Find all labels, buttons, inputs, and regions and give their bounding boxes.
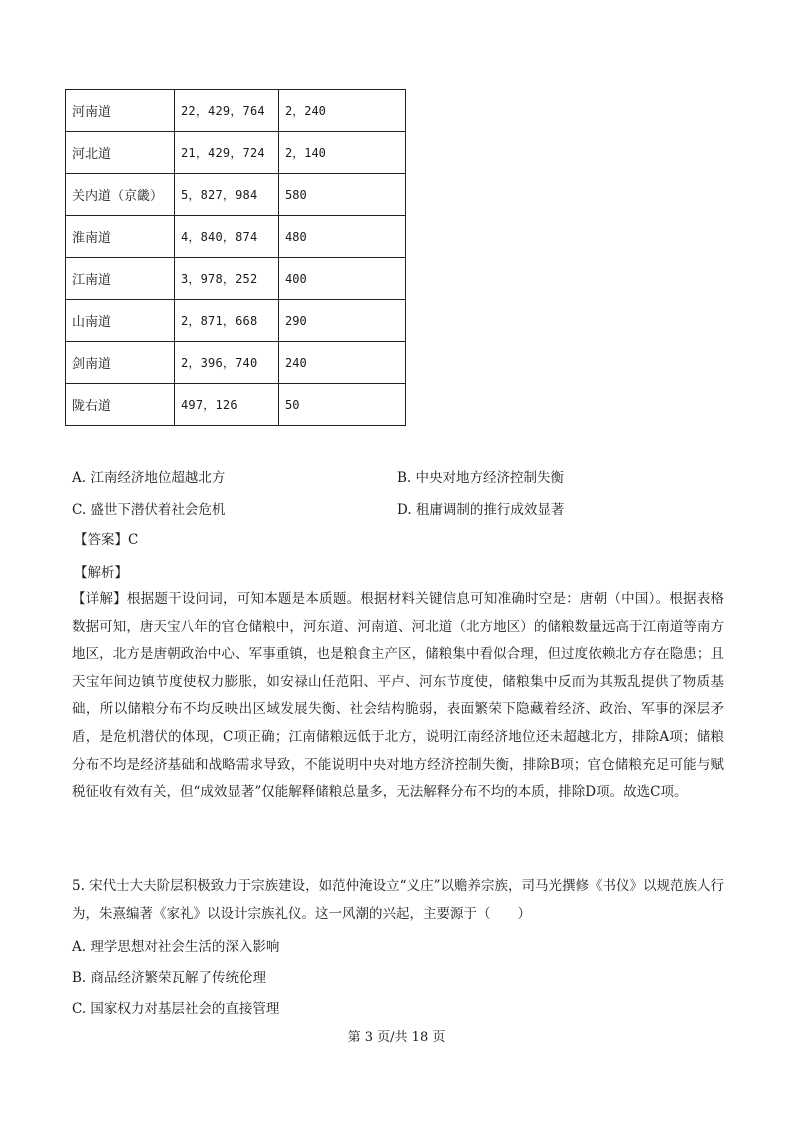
grain-amount-cell: 22，429，764 [175, 90, 279, 132]
analysis-label: 【解析】 [74, 565, 128, 581]
option-b: B. 中央对地方经济控制失衡 [397, 470, 565, 486]
question-5-option-b: B. 商品经济繁荣瓦解了传统伦理 [72, 970, 267, 986]
value-cell: 50 [279, 384, 406, 426]
table-row [66, 174, 406, 216]
table-row [66, 90, 406, 132]
table-row [66, 216, 406, 258]
answer-line: 【答案】C [74, 532, 139, 548]
value-cell: 580 [279, 174, 406, 216]
grain-amount-cell: 2，396，740 [175, 342, 279, 384]
region-cell: 河北道 [66, 132, 175, 174]
page-footer: 第 3 页/共 18 页 [347, 1030, 446, 1045]
question-5-stem: 5. 宋代士大夫阶层积极致力于宗族建设，如范仲淹设立“义庄”以赡养宗族，司马光撰修《书仪》以规范族人行为，朱熹编著《家礼》以设计宗族礼仪。这一风潮的兴起，主要源于（ ） [72, 878, 724, 922]
region-cell: 山南道 [66, 300, 175, 342]
value-cell: 240 [279, 342, 406, 384]
grain-amount-cell: 5，827，984 [175, 174, 279, 216]
value-cell: 290 [279, 300, 406, 342]
grain-amount-cell: 21，429，724 [175, 132, 279, 174]
grain-table-body [66, 90, 406, 426]
table-row [66, 132, 406, 174]
value-cell: 2，240 [279, 90, 406, 132]
grain-amount-cell: 2，871，668 [175, 300, 279, 342]
value-cell: 480 [279, 216, 406, 258]
region-cell: 陇右道 [66, 384, 175, 426]
grain-storage-table [65, 89, 406, 426]
question-5-option-c: C. 国家权力对基层社会的直接管理 [72, 1001, 280, 1017]
table-row [66, 300, 406, 342]
table-row [66, 384, 406, 426]
region-cell: 河南道 [66, 90, 175, 132]
table-row [66, 342, 406, 384]
option-d: D. 租庸调制的推行成效显著 [397, 502, 565, 518]
detailed-explanation: 【详解】根据题干设问词，可知本题是本质题。根据材料关键信息可知准确时空是：唐朝（中国）。根据表格数据可知，唐天宝八年的官仓储粮中，河东道、河南道、河北道（北方地区）的储粮数量远高于江南道等南方地区，北方是唐朝政治中心、军事重镇，也是粮食主产区，储粮集中看似合理，但过度依赖北方存在隐患；且天宝年间边镇节度使权力膨胀，如安禄山任范阳、平卢、河东节度使，储粮集中反而为其叛乱提供了物质基础，所以储粮分布不均反映出区域发展失衡、社会结构脆弱，表面繁荣下隐藏着经济、政治、军事的深层矛盾，是危机潜伏的体现，C项正确；江南储粮远低于北方，说明江南经济地位还未超越北方，排除A项；储粮分布不均是经济基础和战略需求导致，不能说明中央对地方经济控制失衡，排除B项；官仓储粮充足可能与赋税征收有效有关，但“成效显著”仅能解释储粮总量多，无法解释分布不均的本质，排除D项。故选C项。 [72, 591, 724, 801]
region-cell: 江南道 [66, 258, 175, 300]
value-cell: 400 [279, 258, 406, 300]
region-cell: 关内道（京畿） [66, 174, 175, 216]
region-cell: 剑南道 [66, 342, 175, 384]
option-c: C. 盛世下潜伏着社会危机 [72, 502, 226, 518]
grain-amount-cell: 3，978，252 [175, 258, 279, 300]
region-cell: 淮南道 [66, 216, 175, 258]
grain-amount-cell: 497，126 [175, 384, 279, 426]
table-row [66, 258, 406, 300]
question-5-option-a: A. 理学思想对社会生活的深入影响 [72, 939, 280, 955]
grain-amount-cell: 4，840，874 [175, 216, 279, 258]
value-cell: 2，140 [279, 132, 406, 174]
option-a: A. 江南经济地位超越北方 [72, 470, 226, 486]
